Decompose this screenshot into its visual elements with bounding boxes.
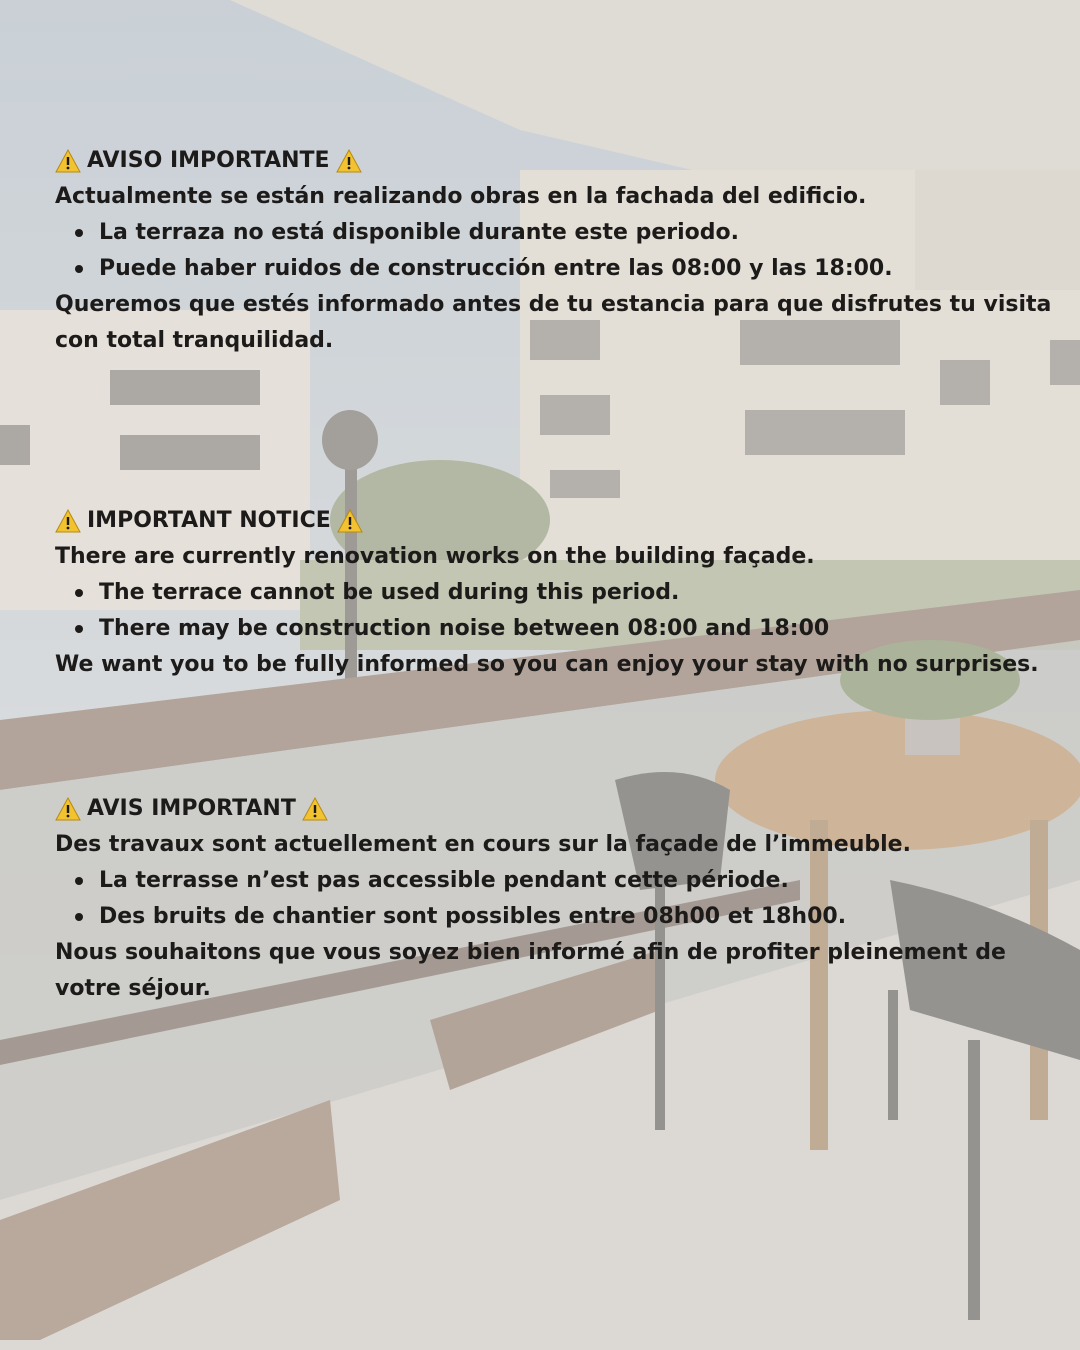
notice-title <box>55 791 1055 827</box>
notice-title-text: AVIS IMPORTANT <box>87 796 296 821</box>
notice-intro: There are currently renovation works on the building façade. <box>55 544 815 569</box>
notice-spanish <box>55 143 1055 359</box>
notice-bullet-list <box>55 863 1055 935</box>
notice-bullet: La terrasse n’est pas accessible pendant cette période. <box>99 863 1055 899</box>
notice-title <box>55 143 1055 179</box>
notice-bullet: The terrace cannot be used during this period. <box>99 575 1055 611</box>
notice-english <box>55 503 1055 683</box>
warning-icon <box>55 149 81 173</box>
warning-icon <box>55 797 81 821</box>
notice-title-text: IMPORTANT NOTICE <box>87 508 331 533</box>
notice-french <box>55 791 1055 1007</box>
warning-icon <box>337 509 363 533</box>
warning-icon <box>55 509 81 533</box>
notice-bullet: La terraza no está disponible durante este periodo. <box>99 215 1055 251</box>
notice-bullet: Des bruits de chantier sont possibles entre 08h00 et 18h00. <box>99 899 1055 935</box>
notice-bullet-list <box>55 215 1055 287</box>
notice-intro: Actualmente se están realizando obras en la fachada del edificio. <box>55 184 867 209</box>
warning-icon <box>336 149 362 173</box>
notice-closing: Nous souhaitons que vous soyez bien informé afin de profiter pleinement de votre séjour. <box>55 940 1006 1001</box>
notice-closing: We want you to be fully informed so you can enjoy your stay with no surprises. <box>55 652 1039 677</box>
notice-title <box>55 503 1055 539</box>
notice-bullet: There may be construction noise between 08:00 and 18:00 <box>99 611 1055 647</box>
notice-title-text: AVISO IMPORTANTE <box>87 148 330 173</box>
notice-closing: Queremos que estés informado antes de tu estancia para que disfrutes tu visita con total tranquilidad. <box>55 292 1052 353</box>
notice-intro: Des travaux sont actuellement en cours sur la façade de l’immeuble. <box>55 832 911 857</box>
notice-bullet-list <box>55 575 1055 647</box>
warning-icon <box>302 797 328 821</box>
notice-bullet: Puede haber ruidos de construcción entre las 08:00 y las 18:00. <box>99 251 1055 287</box>
